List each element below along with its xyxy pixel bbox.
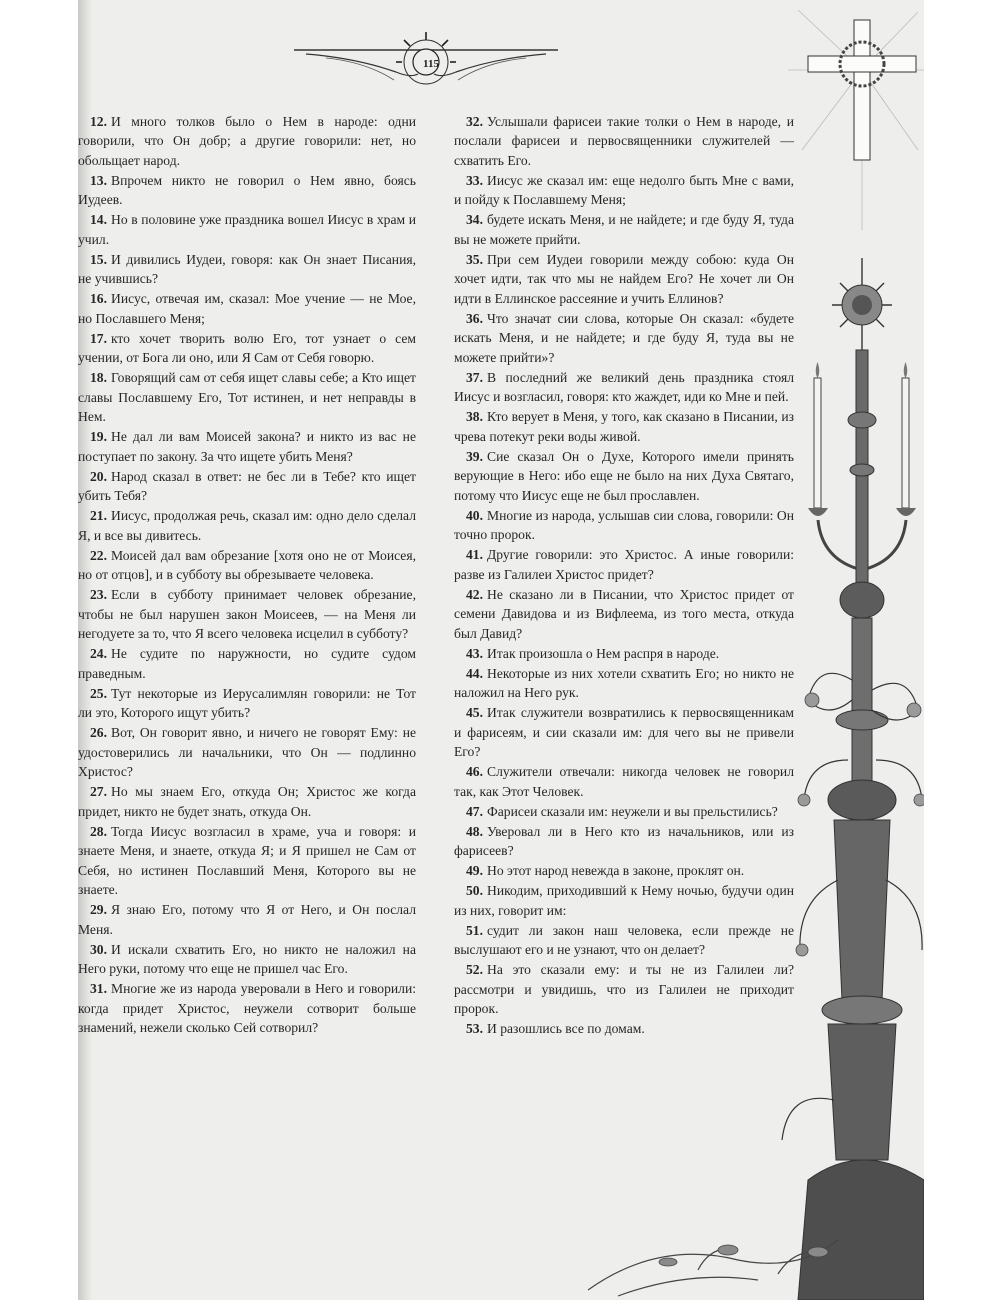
verse-text: Не дал ли вам Моисей закона? и никто из вас не поступает по закону. За что ищете убить Меня? [78, 429, 416, 464]
verse-number: 28. [90, 823, 107, 839]
verse-text: На это сказали ему: и ты не из Галилеи ли? рассмотри и увидишь, что из Галилеи не приходит пророк. [454, 962, 794, 1017]
verse-text: Никодим, приходивший к Нему ночью, будучи один из них, говорит им: [454, 883, 794, 918]
verse-text: кто хочет творить волю Его, тот узнает о сем учении, от Бога ли оно, или Я Сам от Себя говорю. [78, 330, 416, 366]
verse-number: 51. [466, 922, 483, 938]
verse [454, 664, 794, 703]
verse-text: Я знаю Его, потому что Я от Него, и Он послал Меня. [78, 902, 416, 937]
verse [78, 506, 416, 545]
verse-number: 21. [90, 508, 107, 524]
left-text-column [78, 112, 416, 1038]
verse-number: 18. [90, 370, 107, 386]
verse [454, 960, 794, 1018]
verse [78, 644, 416, 683]
verse-text: В последний же великий день праздника стоял Иисус и возгласил, говоря: кто жаждет, иди ко Мне и пей. [454, 369, 794, 405]
verse-number: 48. [466, 823, 483, 839]
candelabra-illustration [778, 0, 924, 1300]
verse-text: Иисус, продолжая речь, сказал им: одно дело сделал Я, и все вы дивитесь. [78, 508, 416, 543]
verse-text: И искали схватить Его, но никто не наложил на Него руки, потому что еще не пришел час Его. [78, 941, 416, 977]
verse-number: 25. [90, 685, 107, 701]
verse-text: Итак служители возвратились к первосвященникам и фарисеям, и сии сказали им: для чего вы не привели Его? [454, 705, 794, 760]
verse-text: Услышали фарисеи такие толки о Нем в народе, и послали фарисеи и первосвященники служителей — схватить Его. [454, 114, 794, 168]
verse-text: Многие же из народа уверовали в Него и говорили: когда придет Христос, неужели сотворит больше знамений, нежели сколько Сей сотворил? [78, 981, 416, 1036]
verse-number: 20. [90, 468, 107, 484]
verse-text: Многие из народа, услышав сии слова, говорили: Он точно пророк. [454, 507, 794, 543]
verse [78, 684, 416, 723]
verse-text: Говорящий сам от себя ищет славы себе; а Кто ищет славы Пославшему Его, Тот истинен, и нет неправды в Нем. [78, 370, 416, 425]
verse [454, 802, 794, 821]
candelabra-decoration [778, 0, 924, 1300]
verse-text: Уверовал ли в Него кто из начальников, или из фарисеев? [454, 823, 794, 859]
verse-number: 12. [90, 114, 107, 129]
verse [454, 250, 794, 308]
verse-text: Сие сказал Он о Духе, Которого имели принять верующие в Него: ибо еще не было на них Духа Святаго, потому что Иисус еще не был прославлен. [454, 448, 794, 503]
verse-number: 27. [90, 784, 107, 800]
verse [78, 585, 416, 643]
verse [78, 822, 416, 900]
verse-text: Некоторые из них хотели схватить Его; но никто не наложил на Него рук. [454, 665, 794, 701]
verse [454, 585, 794, 643]
verse-text: Служители отвечали: никогда человек не говорил так, как Этот Человек. [454, 764, 794, 799]
verse [78, 171, 416, 210]
verse [78, 979, 416, 1037]
verse-number: 35. [466, 251, 483, 267]
verse [454, 762, 794, 801]
verse-number: 23. [90, 587, 107, 603]
right-text-column [454, 112, 794, 1039]
verse [78, 900, 416, 939]
verse-text: Но мы знаем Его, откуда Он; Христос же когда придет, никто не будет знать, откуда Он. [78, 784, 416, 819]
verse-text: судит ли закон наш человека, если прежде не выслушают его и не узнают, что он делает? [454, 922, 794, 958]
verse-number: 16. [90, 291, 107, 307]
verse [78, 546, 416, 585]
verse-text: Впрочем никто не говорил о Нем явно, боясь Иудеев. [78, 172, 416, 208]
verse-number: 52. [466, 962, 483, 978]
verse [454, 506, 794, 545]
verse-text: Тут некоторые из Иерусалимлян говорили: не Тот ли это, Которого ищут убить? [78, 685, 416, 721]
verse [454, 112, 794, 170]
verse-text: Но этот народ невежда в законе, проклят он. [487, 863, 745, 879]
verse [78, 427, 416, 466]
page-number: 115 [423, 58, 439, 70]
verse-text: Итак произошла о Нем распря в народе. [487, 645, 720, 661]
verse [454, 822, 794, 861]
verse [78, 112, 416, 170]
verse [454, 545, 794, 584]
verse [78, 210, 416, 249]
verse-number: 24. [90, 646, 107, 662]
verse [454, 210, 794, 249]
verse [454, 644, 794, 663]
verse-text: Иисус же сказал им: еще недолго быть Мне с вами, и пойду к Пославшему Меня; [454, 172, 794, 208]
verse-number: 43. [466, 645, 483, 661]
verse [78, 782, 416, 821]
verse-number: 30. [90, 941, 107, 957]
verse-number: 49. [466, 863, 483, 879]
verse-text: Фарисеи сказали им: неужели и вы прельстились? [487, 803, 778, 819]
verse-number: 31. [90, 981, 107, 997]
verse-number: 37. [466, 369, 483, 385]
verse-text: Тогда Иисус возгласил в храме, уча и говоря: и знаете Меня, и знаете, откуда Я; и Я пришел не Сам от Себя, но истинен Пославший Меня, Которого вы не знаете. [78, 823, 416, 898]
verse-number: 29. [90, 902, 107, 918]
verse-text: Вот, Он говорит явно, и ничего не говорят Ему: не удостоверились ли начальники, что Он — подлинно Христос? [78, 725, 416, 780]
verse-text: Не сказано ли в Писании, что Христос придет от семени Давидова и из Вифлеема, из того места, откуда был Давид? [454, 586, 794, 641]
verse [454, 703, 794, 761]
verse-number: 22. [90, 547, 107, 563]
verse-number: 42. [466, 586, 483, 602]
verse-text: При сем Иудеи говорили между собою: куда Он хочет идти, так что мы не найдем Его? Не хочет ли Он идти в Еллинское рассеяние и учить Еллинов? [454, 251, 794, 306]
verse-number: 32. [466, 114, 483, 129]
verse-text: будете искать Меня, и не найдете; и где буду Я, туда вы не можете прийти. [454, 212, 794, 247]
verse-text: И много толков было о Нем в народе: одни говорили, что Он добр; а другие говорили: нет, но обольщает народ. [78, 114, 416, 168]
verse [78, 329, 416, 368]
verse-text: Кто верует в Меня, у того, как сказано в Писании, из чрева потекут реки воды живой. [454, 409, 794, 444]
book-page [78, 0, 924, 1300]
verse-text: Моисей дал вам обрезание [хотя оно не от Моисея, но от отцов], и в субботу вы обрезываете человека. [78, 547, 416, 583]
verse-number: 34. [466, 212, 483, 228]
verse-number: 45. [466, 705, 483, 721]
verse [454, 407, 794, 446]
verse-text: И разошлись все по домам. [487, 1021, 645, 1037]
verse-text: Что значат сии слова, которые Он сказал: «будете искать Меня, и не найдете; и где буду Я, туда вы не можете прийти»? [454, 310, 794, 365]
verse-number: 38. [466, 409, 483, 425]
verse [454, 881, 794, 920]
verse-number: 13. [90, 172, 107, 188]
verse-number: 46. [466, 764, 483, 780]
bottom-foliage-decoration [578, 1200, 924, 1300]
verse-number: 14. [90, 212, 107, 228]
verse-text: Но в половине уже праздника вошел Иисус в храм и учил. [78, 212, 416, 247]
verse [78, 250, 416, 289]
verse [454, 309, 794, 367]
verse-text: Если в субботу принимает человек обрезание, чтобы не был нарушен закон Моисеев, — на Меня ли негодуете за то, что Я всего человека исцелил в субботу? [78, 587, 416, 642]
verse-number: 33. [466, 172, 483, 188]
verse [78, 723, 416, 781]
verse-number: 36. [466, 310, 483, 326]
verse [454, 368, 794, 407]
verse-number: 15. [90, 251, 107, 267]
verse [454, 921, 794, 960]
verse [454, 447, 794, 505]
verse [78, 289, 416, 328]
verse-number: 47. [466, 803, 483, 819]
verse-text: Не судите по наружности, но судите судом праведным. [78, 646, 416, 681]
verse-text: Иисус, отвечая им, сказал: Мое учение — не Мое, но Пославшего Меня; [78, 291, 416, 326]
verse-text: И дивились Иудеи, говоря: как Он знает Писания, не учившись? [78, 251, 416, 287]
verse [454, 1019, 794, 1038]
verse-number: 44. [466, 665, 483, 681]
verse-text: Народ сказал в ответ: не бес ли в Тебе? кто ищет убить Тебя? [78, 468, 416, 504]
verse [78, 467, 416, 506]
verse [454, 171, 794, 210]
verse-number: 50. [466, 883, 483, 899]
verse [454, 861, 794, 880]
verse-number: 40. [466, 507, 483, 523]
verse [78, 940, 416, 979]
verse-number: 17. [90, 330, 107, 346]
verse-number: 53. [466, 1021, 483, 1037]
verse-number: 41. [466, 547, 483, 563]
verse [78, 368, 416, 426]
verse-number: 26. [90, 725, 107, 741]
verse-number: 19. [90, 429, 107, 445]
verse-number: 39. [466, 448, 483, 464]
verse-text: Другие говорили: это Христос. А иные говорили: разве из Галилеи Христос придет? [454, 547, 794, 582]
